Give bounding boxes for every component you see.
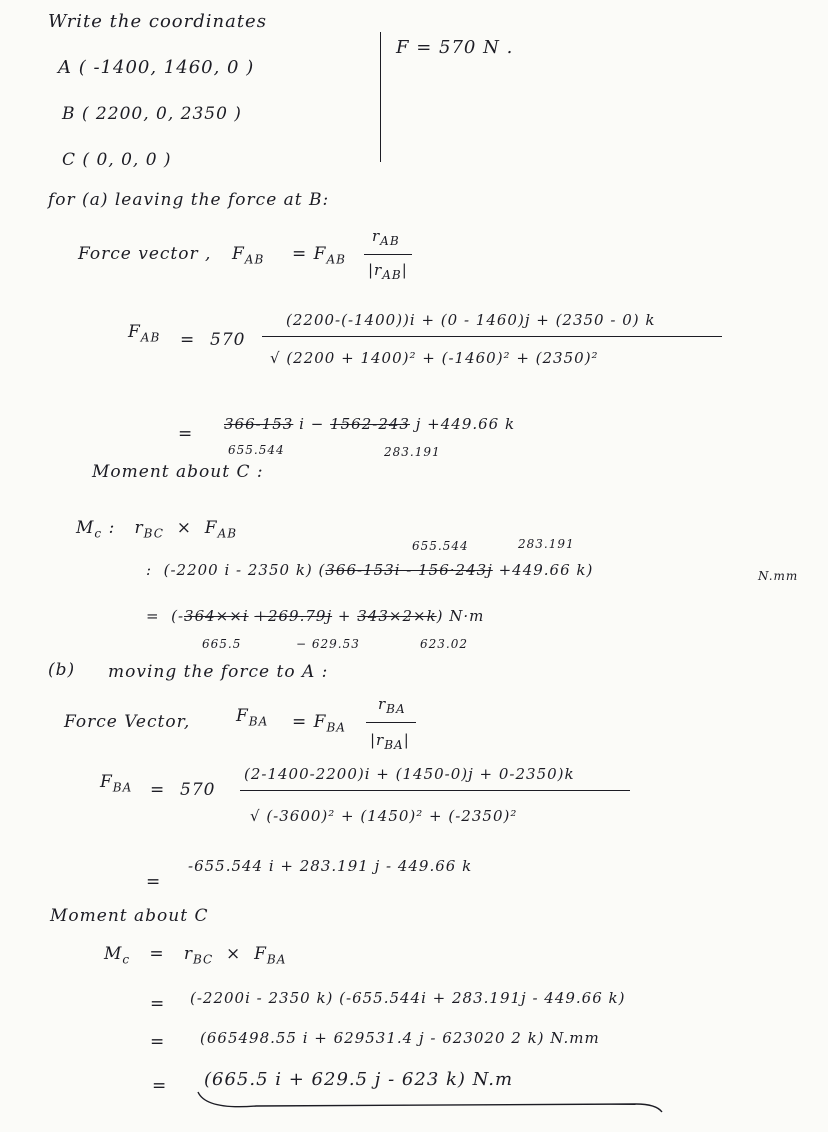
fab-result-under-2: 283.191 (384, 445, 441, 459)
fab-calc-numerator: (2200-(-1400))i + (0 - 1460)j + (2350 - 0) k (286, 311, 656, 329)
point-a: A ( -1400, 1460, 0 ) (58, 57, 255, 78)
point-c: C ( 0, 0, 0 ) (62, 150, 172, 170)
fba-result-eq: = (146, 872, 162, 892)
fab-rhs: = $F_{AB}$ (292, 244, 346, 267)
unit-vector-num-b: $r_{BA}$ (378, 695, 406, 716)
fba-rhs: = $F_{BA}$ (292, 712, 346, 735)
fba-result: -655.544 i + 283.191 j - 449.66 k (188, 857, 473, 875)
mc-result-a: = (-364××i +269.79j + 343×2×k) N·m (146, 607, 485, 625)
fba-symbol: $F_{BA}$ (236, 706, 269, 729)
mc-unit-a: N.mm (758, 569, 799, 583)
final-answer-underline (196, 1088, 666, 1114)
fab-result-under-1: 655.544 (228, 443, 285, 457)
mc-above-1: 655.544 (412, 539, 469, 553)
force-vector-label-a: Force vector , (78, 244, 212, 264)
fba-calc-bar (240, 790, 630, 791)
fab-calc-bar (262, 336, 722, 337)
unit-vector-den-a: $|r_{AB}|$ (368, 261, 408, 282)
moment-heading-a: Moment about C : (92, 462, 264, 482)
fab-symbol: $F_{AB}$ (232, 244, 265, 267)
mc-expression-a: $M_c$ : $r_{BC} \times F_{AB}$ (76, 518, 238, 541)
fab-calc-lhs: $F_{AB}$ (128, 322, 161, 345)
fab-result-eq: = (178, 424, 194, 444)
mc-result-under-1: 665.5 (202, 637, 242, 651)
fab-calc-denominator: √ (2200 + 1400)² + (-1460)² + (2350)² (270, 349, 599, 367)
mc-b-line2-eq: = (150, 1032, 166, 1052)
mc-b-line2: (665498.55 i + 629531.4 j - 623020 2 k) N.mm (200, 1029, 600, 1047)
fraction-bar-b (366, 722, 416, 723)
fba-calc-lhs: $F_{BA}$ (100, 772, 133, 795)
part-b-heading: moving the force to A : (108, 662, 329, 682)
mc-expression-b: $M_c$ = $r_{BC} \times F_{BA}$ (104, 944, 287, 967)
unit-vector-num-a: $r_{AB}$ (372, 227, 400, 248)
part-b-tag: (b) (48, 660, 76, 680)
fab-calc-mag: 570 (210, 330, 246, 350)
mc-b-line3-eq: = (152, 1076, 168, 1096)
fba-calc-denominator: √ (-3600)² + (1450)² + (-2350)² (250, 807, 518, 825)
force-magnitude: F = 570 N . (396, 37, 514, 58)
divider-line (380, 32, 381, 162)
fab-calc-eq: = (180, 330, 196, 350)
page-heading: Write the coordinates (48, 11, 267, 32)
mc-result-under-2: − 629.53 (296, 637, 360, 651)
fab-result-line: 366-153 i − 1562-243 j +449.66 k (224, 415, 516, 433)
final-answer: (665.5 i + 629.5 j - 623 k) N.m (204, 1069, 514, 1090)
mc-line-a: : (-2200 i - 2350 k) (366-153i - 156·243j +449.66 k) (146, 561, 594, 579)
mc-result-under-3: 623.02 (420, 637, 468, 651)
force-vector-label-b: Force Vector, (64, 712, 191, 732)
fba-calc-eq: = (150, 780, 166, 800)
unit-vector-den-b: $|r_{BA}|$ (370, 731, 410, 752)
mc-b-line1: (-2200i - 2350 k) (-655.544i + 283.191j - 449.66 k) (190, 989, 626, 1007)
part-a-heading: for (a) leaving the force at B: (48, 190, 330, 210)
mc-above-2: 283.191 (518, 537, 575, 551)
moment-heading-b: Moment about C (50, 906, 209, 926)
mc-b-line1-eq: = (150, 994, 166, 1014)
point-b: B ( 2200, 0, 2350 ) (62, 104, 242, 124)
fba-calc-mag: 570 (180, 780, 216, 800)
fba-calc-numerator: (2-1400-2200)i + (1450-0)j + 0-2350)k (244, 765, 575, 783)
fraction-bar-a (364, 254, 412, 255)
